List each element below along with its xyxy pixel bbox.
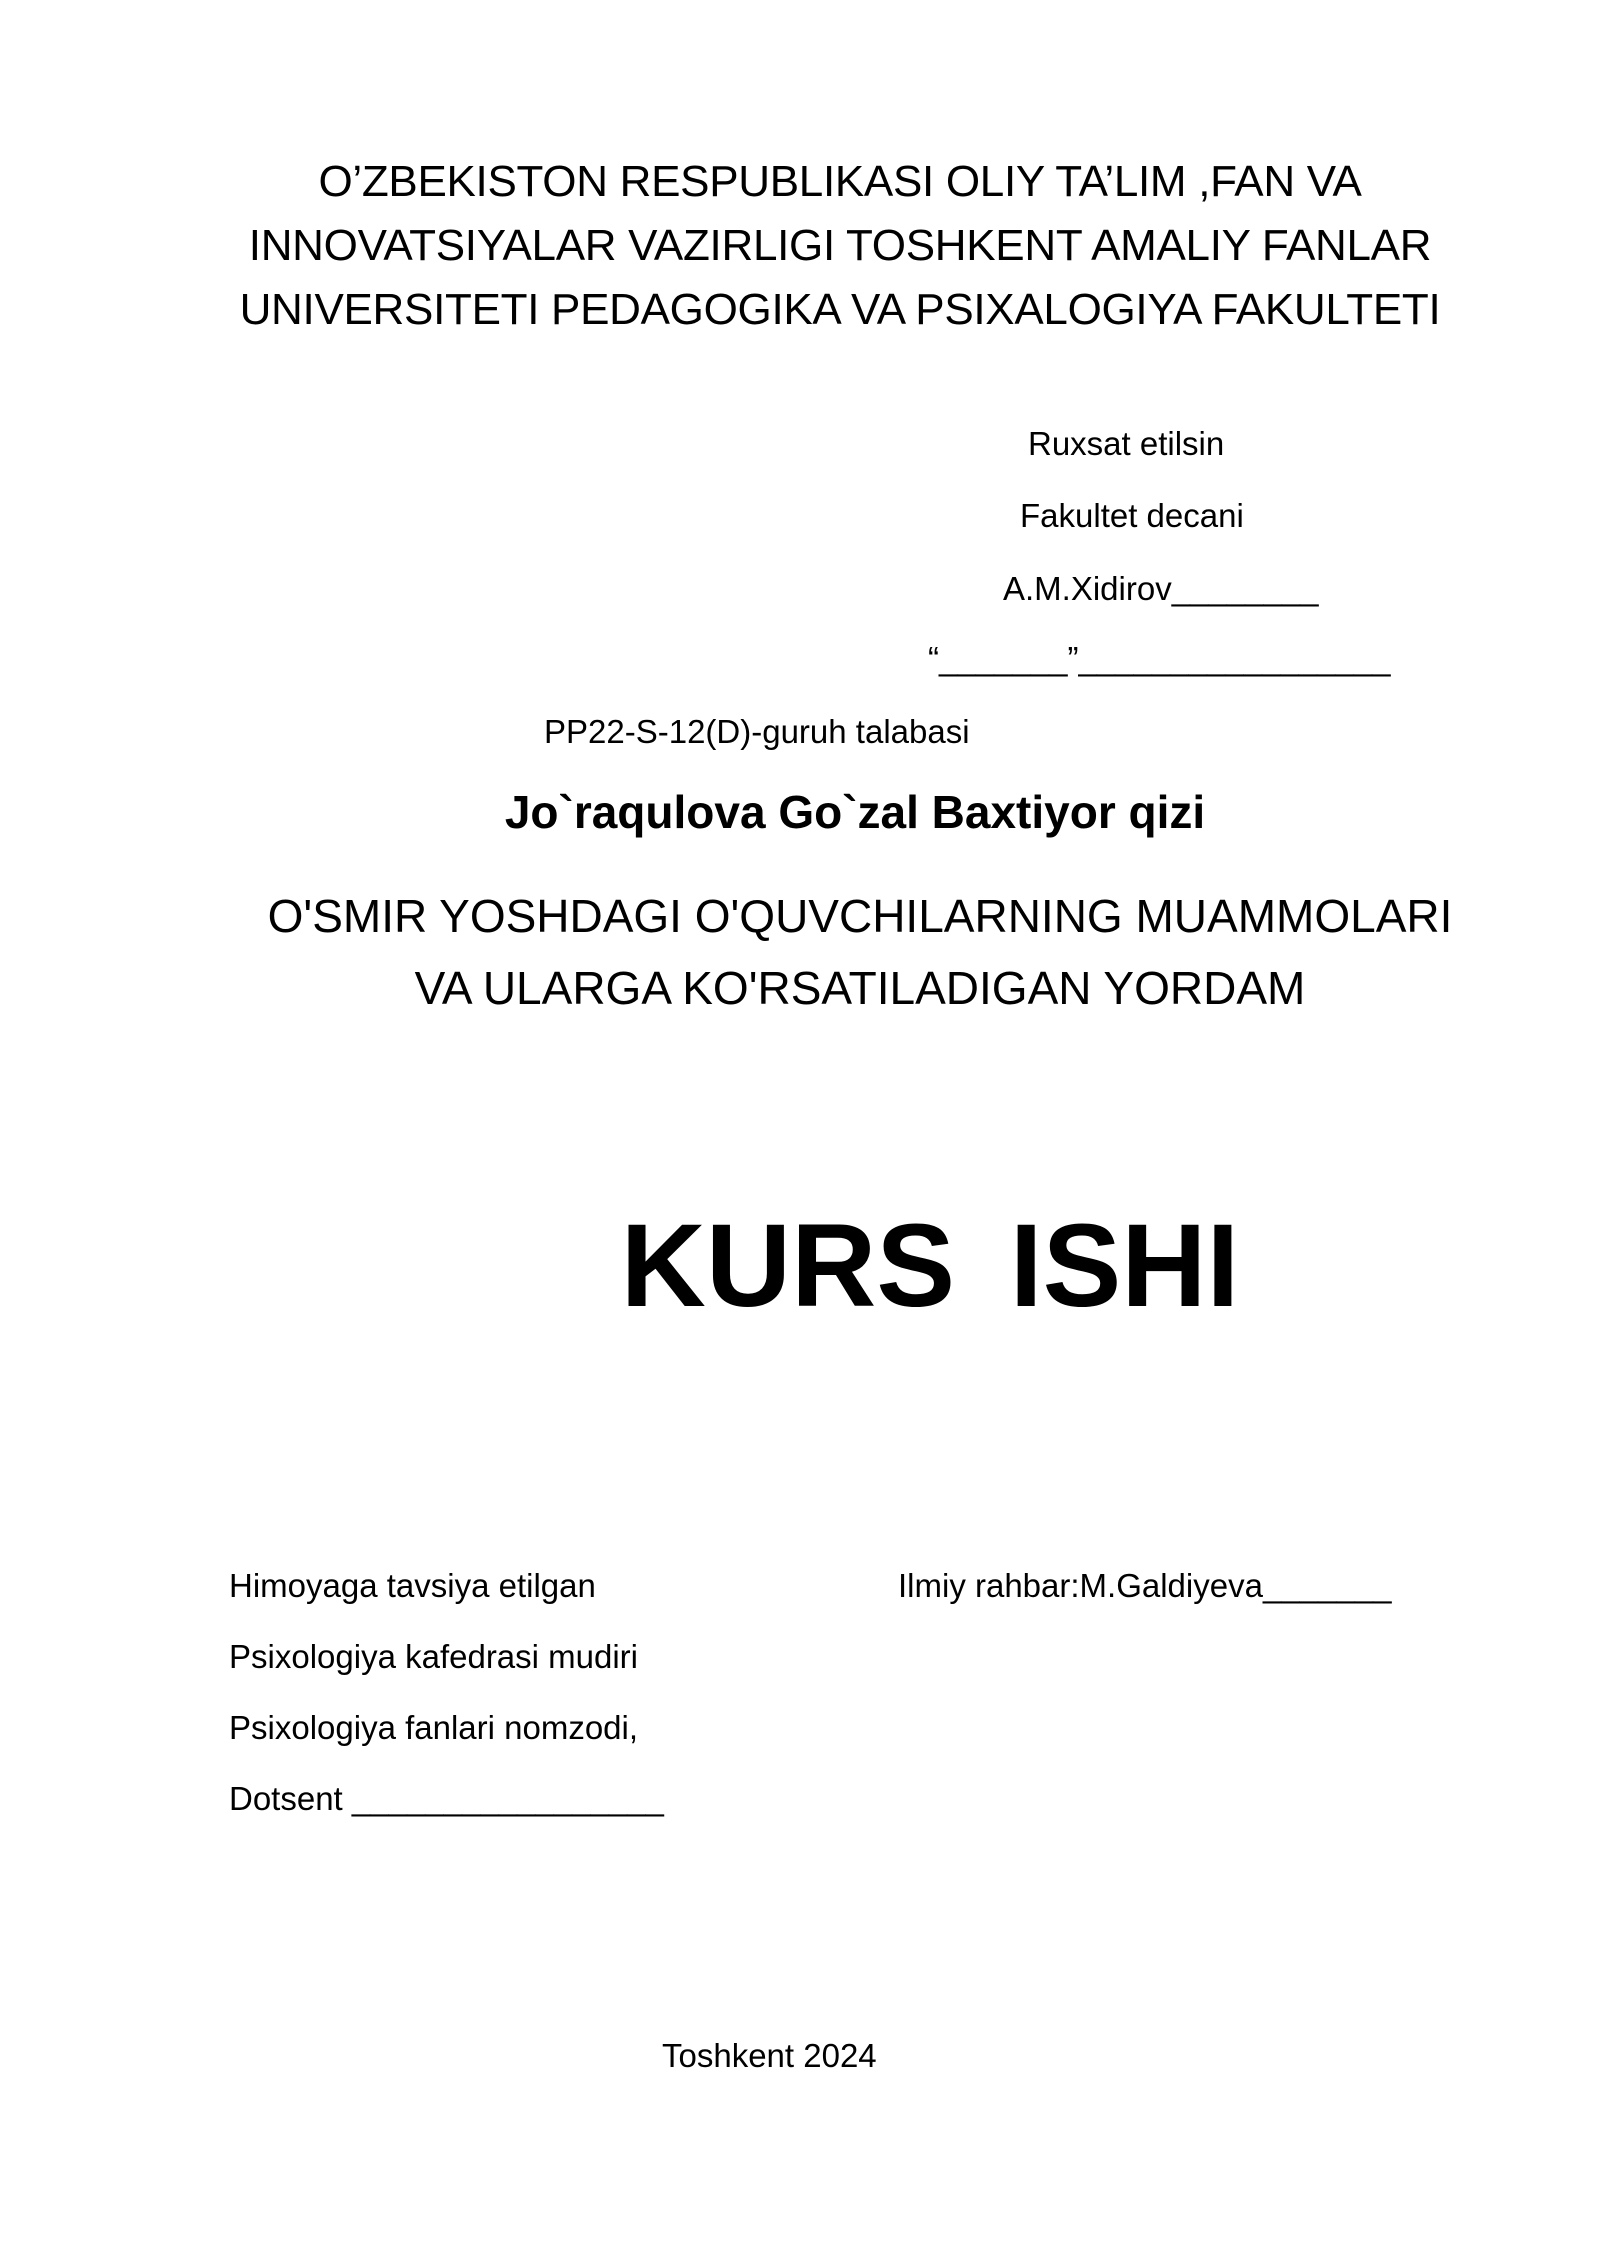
document-type-title: KURS ISHI xyxy=(620,1200,1240,1332)
ministry-line-2: INNOVATSIYALAR VAZIRLIGI TOSHKENT AMALIY FANLAR xyxy=(248,221,1432,270)
student-name: Jo`raqulova Go`zal Baxtiyor qizi xyxy=(504,786,1206,838)
department-head: Psixologiya kafedrasi mudiri xyxy=(229,1638,639,1675)
ministry-line-3: UNIVERSITETI PEDAGOGIKA VA PSIXALOGIYA FAKULTETI xyxy=(239,285,1441,334)
scientific-supervisor: Ilmiy rahbar:M.Galdiyeva_______ xyxy=(898,1567,1392,1604)
approval-date-line: “_______”_________________ xyxy=(928,640,1391,677)
defense-recommended: Himoyaga tavsiya etilgan xyxy=(229,1567,596,1604)
city-year: Toshkent 2024 xyxy=(662,2037,877,2074)
approval-dean-signature: A.M.Xidirov________ xyxy=(1003,570,1319,607)
ministry-line-1: O’ZBEKISTON RESPUBLIKASI OLIY TA’LIM ,FAN VA xyxy=(318,157,1362,206)
approval-permitted: Ruxsat etilsin xyxy=(1028,425,1225,462)
approval-dean-title: Fakultet decani xyxy=(1020,497,1244,534)
topic-line-1: O'SMIR YOSHDAGI O'QUVCHILARNING MUAMMOLARI xyxy=(267,890,1453,942)
docent-signature: Dotsent _________________ xyxy=(229,1780,664,1817)
candidate-degree: Psixologiya fanlari nomzodi, xyxy=(229,1709,639,1746)
thesis-topic xyxy=(160,880,1560,1024)
ministry-header xyxy=(200,150,1480,342)
student-group: PP22-S-12(D)-guruh talabasi xyxy=(544,713,970,750)
topic-line-2: VA ULARGA KO'RSATILADIGAN YORDAM xyxy=(414,962,1306,1014)
